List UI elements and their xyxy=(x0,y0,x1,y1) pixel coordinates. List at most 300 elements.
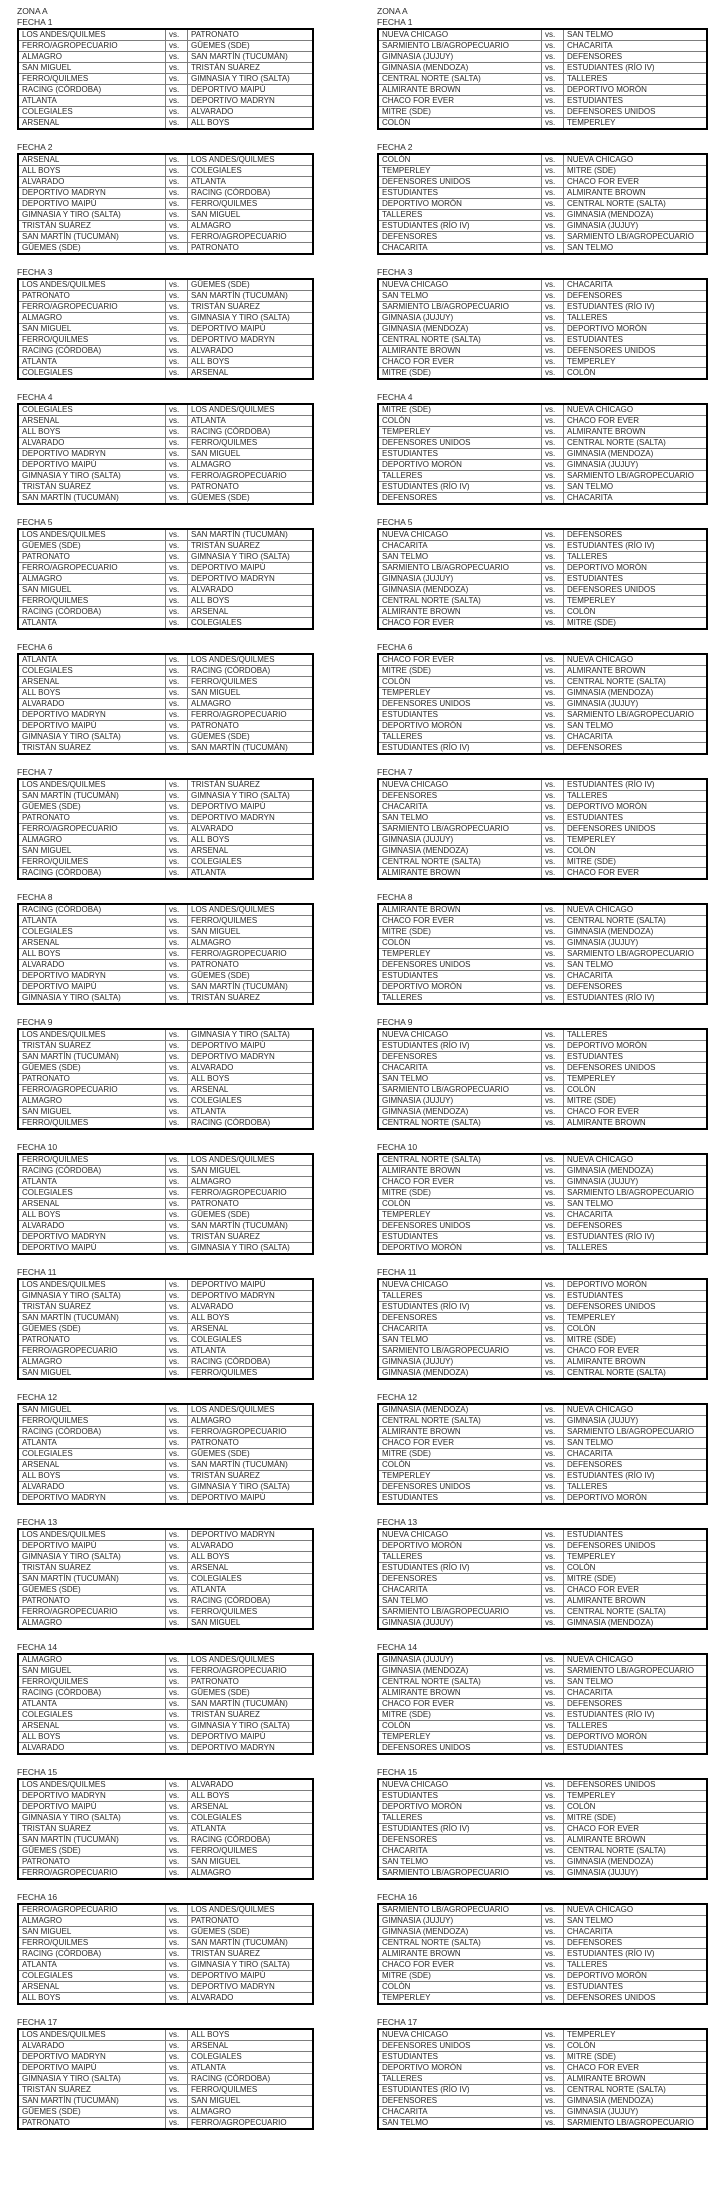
vs-cell: vs. xyxy=(166,802,188,813)
fecha-label: FECHA 16 xyxy=(17,1892,58,1902)
match-row xyxy=(18,313,313,324)
home-team-cell: CHACO FOR EVER xyxy=(378,357,542,368)
home-team-cell: SAN MARTÍN (TUCUMÁN) xyxy=(18,1835,166,1846)
fixture-table xyxy=(17,1653,314,1755)
fixture-table xyxy=(377,403,708,505)
match-row xyxy=(378,982,707,993)
home-team-cell: SAN MARTÍN (TUCUMÁN) xyxy=(18,493,166,505)
match-row xyxy=(18,1699,313,1710)
home-team-cell: TEMPERLEY xyxy=(378,949,542,960)
home-team-cell: MITRE (SDE) xyxy=(378,107,542,118)
match-row xyxy=(378,63,707,74)
vs-cell: vs. xyxy=(542,1154,564,1166)
match-row xyxy=(18,1063,313,1074)
vs-cell: vs. xyxy=(542,710,564,721)
vs-cell: vs. xyxy=(542,1221,564,1232)
home-team-cell: DEPORTIVO MADRYN xyxy=(18,2052,166,2063)
home-team-cell: CHACO FOR EVER xyxy=(378,1438,542,1449)
match-row xyxy=(378,52,707,63)
vs-cell: vs. xyxy=(166,346,188,357)
away-team-cell: FERRO/QUILMES xyxy=(188,916,314,927)
home-team-cell: ALMIRANTE BROWN xyxy=(378,1949,542,1960)
match-row xyxy=(378,493,707,505)
home-team-cell: PATRONATO xyxy=(18,1335,166,1346)
home-team-cell: COLÓN xyxy=(378,154,542,166)
home-team-cell: CENTRAL NORTE (SALTA) xyxy=(378,74,542,85)
vs-cell: vs. xyxy=(542,1199,564,1210)
home-team-cell: ALL BOYS xyxy=(18,1732,166,1743)
match-row xyxy=(18,1177,313,1188)
home-team-cell: MITRE (SDE) xyxy=(378,1710,542,1721)
home-team-cell: SAN MIGUEL xyxy=(18,63,166,74)
away-team-cell: DEPORTIVO MAIPÚ xyxy=(188,85,314,96)
away-team-cell: GIMNASIA Y TIRO (SALTA) xyxy=(188,313,314,324)
vs-cell: vs. xyxy=(166,1074,188,1085)
away-team-cell: ALL BOYS xyxy=(188,1313,314,1324)
away-team-cell: ESTUDIANTES (RÍO IV) xyxy=(564,779,708,791)
away-team-cell: COLÓN xyxy=(564,1563,708,1574)
away-team-cell: SAN TELMO xyxy=(564,1677,708,1688)
vs-cell: vs. xyxy=(542,427,564,438)
vs-cell: vs. xyxy=(542,1710,564,1721)
vs-cell: vs. xyxy=(542,346,564,357)
match-row xyxy=(18,416,313,427)
match-row xyxy=(18,177,313,188)
home-team-cell: SARMIENTO LB/AGROPECUARIO xyxy=(378,1607,542,1618)
home-team-cell: LOS ANDES/QUILMES xyxy=(18,279,166,291)
match-row xyxy=(18,2096,313,2107)
home-team-cell: GIMNASIA (MENDOZA) xyxy=(378,1927,542,1938)
home-team-cell: GÜEMES (SDE) xyxy=(18,541,166,552)
away-team-cell: PATRONATO xyxy=(188,1438,314,1449)
away-team-cell: CENTRAL NORTE (SALTA) xyxy=(564,199,708,210)
vs-cell: vs. xyxy=(166,2096,188,2107)
home-team-cell: ESTUDIANTES xyxy=(378,710,542,721)
away-team-cell: TRISTÁN SUÁREZ xyxy=(188,1710,314,1721)
home-team-cell: FERRO/QUILMES xyxy=(18,857,166,868)
away-team-cell: PATRONATO xyxy=(188,1916,314,1927)
vs-cell: vs. xyxy=(542,1835,564,1846)
home-team-cell: ALMAGRO xyxy=(18,52,166,63)
home-team-cell: ALMAGRO xyxy=(18,1654,166,1666)
away-team-cell: FERRO/AGROPECUARIO xyxy=(188,1427,314,1438)
match-row xyxy=(378,949,707,960)
fecha-label: FECHA 13 xyxy=(377,1517,418,1527)
vs-cell: vs. xyxy=(166,221,188,232)
home-team-cell: TALLERES xyxy=(378,993,542,1005)
match-row xyxy=(378,1916,707,1927)
vs-cell: vs. xyxy=(542,1688,564,1699)
vs-cell: vs. xyxy=(166,368,188,380)
away-team-cell: ALMIRANTE BROWN xyxy=(564,427,708,438)
match-row xyxy=(18,868,313,880)
match-row xyxy=(378,1585,707,1596)
match-row xyxy=(378,1118,707,1130)
home-team-cell: DEPORTIVO MADRYN xyxy=(18,188,166,199)
vs-cell: vs. xyxy=(166,1541,188,1552)
home-team-cell: ATLANTA xyxy=(18,618,166,630)
vs-cell: vs. xyxy=(166,1552,188,1563)
vs-cell: vs. xyxy=(166,585,188,596)
match-row xyxy=(18,1335,313,1346)
home-team-cell: GÜEMES (SDE) xyxy=(18,1324,166,1335)
away-team-cell: CHACO FOR EVER xyxy=(564,1346,708,1357)
home-team-cell: LOS ANDES/QUILMES xyxy=(18,779,166,791)
vs-cell: vs. xyxy=(542,982,564,993)
home-team-cell: FERRO/QUILMES xyxy=(18,335,166,346)
home-team-cell: DEPORTIVO MAIPÚ xyxy=(18,721,166,732)
match-row xyxy=(18,688,313,699)
fecha-label: FECHA 5 xyxy=(377,517,413,527)
away-team-cell: ATLANTA xyxy=(188,1346,314,1357)
away-team-cell: TRISTÁN SUÁREZ xyxy=(188,1471,314,1482)
home-team-cell: SAN MIGUEL xyxy=(18,846,166,857)
match-row xyxy=(18,2041,313,2052)
vs-cell: vs. xyxy=(166,427,188,438)
vs-cell: vs. xyxy=(166,1607,188,1618)
match-row xyxy=(378,596,707,607)
home-team-cell: ESTUDIANTES xyxy=(378,1232,542,1243)
fixture-table xyxy=(377,28,708,130)
home-team-cell: GIMNASIA (JUJUY) xyxy=(378,574,542,585)
match-row xyxy=(18,1449,313,1460)
vs-cell: vs. xyxy=(542,666,564,677)
fecha-label: FECHA 17 xyxy=(17,2017,58,2027)
away-team-cell: ALL BOYS xyxy=(188,596,314,607)
fecha-block xyxy=(377,892,720,1005)
home-team-cell: CHACARITA xyxy=(378,1324,542,1335)
vs-cell: vs. xyxy=(542,960,564,971)
home-team-cell: TRISTÁN SUÁREZ xyxy=(18,221,166,232)
match-row xyxy=(18,585,313,596)
home-team-cell: SAN MARTÍN (TUCUMÁN) xyxy=(18,1574,166,1585)
vs-cell: vs. xyxy=(166,1041,188,1052)
away-team-cell: TRISTÁN SUÁREZ xyxy=(188,1949,314,1960)
home-team-cell: CHACO FOR EVER xyxy=(378,654,542,666)
away-team-cell: TEMPERLEY xyxy=(564,118,708,130)
away-team-cell: ALMIRANTE BROWN xyxy=(564,666,708,677)
match-row xyxy=(378,904,707,916)
match-row xyxy=(378,1732,707,1743)
match-row xyxy=(18,1302,313,1313)
home-team-cell: DEPORTIVO MADRYN xyxy=(18,971,166,982)
match-row xyxy=(378,1471,707,1482)
home-team-cell: FERRO/QUILMES xyxy=(18,74,166,85)
fixture-table xyxy=(377,1903,708,2005)
home-team-cell: SAN TELMO xyxy=(378,1074,542,1085)
vs-cell: vs. xyxy=(166,1868,188,1880)
away-team-cell: GIMNASIA (JUJUY) xyxy=(564,1177,708,1188)
vs-cell: vs. xyxy=(542,438,564,449)
away-team-cell: CENTRAL NORTE (SALTA) xyxy=(564,1846,708,1857)
match-row xyxy=(18,1482,313,1493)
away-team-cell: RACING (CÓRDOBA) xyxy=(188,188,314,199)
vs-cell: vs. xyxy=(166,2118,188,2130)
home-team-cell: COLEGIALES xyxy=(18,1188,166,1199)
match-row xyxy=(18,1813,313,1824)
match-row xyxy=(18,357,313,368)
fecha-label: FECHA 14 xyxy=(17,1642,58,1652)
vs-cell: vs. xyxy=(166,302,188,313)
vs-cell: vs. xyxy=(166,1232,188,1243)
away-team-cell: GIMNASIA Y TIRO (SALTA) xyxy=(188,1029,314,1041)
vs-cell: vs. xyxy=(542,791,564,802)
match-row xyxy=(18,243,313,255)
vs-cell: vs. xyxy=(166,1960,188,1971)
away-team-cell: COLEGIALES xyxy=(188,857,314,868)
away-team-cell: GÜEMES (SDE) xyxy=(188,1927,314,1938)
match-row xyxy=(18,1824,313,1835)
match-row xyxy=(378,2096,707,2107)
vs-cell: vs. xyxy=(542,1166,564,1177)
vs-cell: vs. xyxy=(542,541,564,552)
away-team-cell: DEFENSORES xyxy=(564,982,708,993)
vs-cell: vs. xyxy=(542,916,564,927)
away-team-cell: FERRO/QUILMES xyxy=(188,677,314,688)
home-team-cell: DEFENSORES xyxy=(378,2096,542,2107)
vs-cell: vs. xyxy=(166,313,188,324)
home-team-cell: SAN TELMO xyxy=(378,813,542,824)
fecha-block xyxy=(17,392,360,505)
vs-cell: vs. xyxy=(542,868,564,880)
home-team-cell: ARSENAL xyxy=(18,677,166,688)
home-team-cell: FERRO/AGROPECUARIO xyxy=(18,1346,166,1357)
away-team-cell: DEFENSORES UNIDOS xyxy=(564,1541,708,1552)
home-team-cell: DEPORTIVO MADRYN xyxy=(18,1232,166,1243)
home-team-cell: SARMIENTO LB/AGROPECUARIO xyxy=(378,824,542,835)
match-row xyxy=(18,335,313,346)
away-team-cell: SAN TELMO xyxy=(564,1199,708,1210)
away-team-cell: FERRO/QUILMES xyxy=(188,199,314,210)
vs-cell: vs. xyxy=(542,232,564,243)
match-row xyxy=(18,154,313,166)
vs-cell: vs. xyxy=(166,416,188,427)
match-row xyxy=(378,357,707,368)
fixture-table xyxy=(17,778,314,880)
away-team-cell: DEPORTIVO MADRYN xyxy=(188,1291,314,1302)
fecha-block xyxy=(17,1392,360,1505)
away-team-cell: ATLANTA xyxy=(188,1107,314,1118)
away-team-cell: TEMPERLEY xyxy=(564,596,708,607)
home-team-cell: LOS ANDES/QUILMES xyxy=(18,529,166,541)
vs-cell: vs. xyxy=(166,857,188,868)
vs-cell: vs. xyxy=(542,74,564,85)
match-row xyxy=(378,1063,707,1074)
vs-cell: vs. xyxy=(542,927,564,938)
match-row xyxy=(18,666,313,677)
home-team-cell: NUEVA CHICAGO xyxy=(378,279,542,291)
fecha-block xyxy=(377,267,720,380)
away-team-cell: DEPORTIVO MAIPÚ xyxy=(188,1041,314,1052)
away-team-cell: NUEVA CHICAGO xyxy=(564,154,708,166)
match-row xyxy=(378,1188,707,1199)
vs-cell: vs. xyxy=(542,1938,564,1949)
home-team-cell: GIMNASIA (MENDOZA) xyxy=(378,63,542,74)
match-row xyxy=(378,302,707,313)
vs-cell: vs. xyxy=(542,607,564,618)
home-team-cell: CHACO FOR EVER xyxy=(378,1960,542,1971)
away-team-cell: MITRE (SDE) xyxy=(564,618,708,630)
vs-cell: vs. xyxy=(166,1813,188,1824)
vs-cell: vs. xyxy=(542,1732,564,1743)
home-team-cell: ESTUDIANTES (RÍO IV) xyxy=(378,221,542,232)
fixture-table xyxy=(17,1153,314,1255)
vs-cell: vs. xyxy=(542,1699,564,1710)
vs-cell: vs. xyxy=(542,1324,564,1335)
fecha-block xyxy=(17,267,360,380)
fecha-label: FECHA 10 xyxy=(377,1142,418,1152)
vs-cell: vs. xyxy=(166,2029,188,2041)
home-team-cell: GÜEMES (SDE) xyxy=(18,243,166,255)
fixture-table xyxy=(377,903,708,1005)
fixture-table xyxy=(377,2028,708,2130)
vs-cell: vs. xyxy=(542,1074,564,1085)
fixture-table xyxy=(377,153,708,255)
away-team-cell: CHACARITA xyxy=(564,41,708,52)
match-row xyxy=(18,96,313,107)
away-team-cell: COLEGIALES xyxy=(188,1335,314,1346)
vs-cell: vs. xyxy=(542,993,564,1005)
fixture-table xyxy=(17,278,314,380)
match-row xyxy=(378,74,707,85)
vs-cell: vs. xyxy=(542,1188,564,1199)
vs-cell: vs. xyxy=(542,949,564,960)
match-row xyxy=(378,743,707,755)
match-row xyxy=(378,188,707,199)
vs-cell: vs. xyxy=(166,982,188,993)
vs-cell: vs. xyxy=(542,1029,564,1041)
home-team-cell: SAN MIGUEL xyxy=(18,1666,166,1677)
away-team-cell: TEMPERLEY xyxy=(564,835,708,846)
away-team-cell: TALLERES xyxy=(564,1960,708,1971)
away-team-cell: LOS ANDES/QUILMES xyxy=(188,1404,314,1416)
match-row xyxy=(378,1279,707,1291)
home-team-cell: MITRE (SDE) xyxy=(378,404,542,416)
home-team-cell: ESTUDIANTES xyxy=(378,188,542,199)
fecha-block xyxy=(377,1767,720,1880)
home-team-cell: PATRONATO xyxy=(18,813,166,824)
away-team-cell: ALL BOYS xyxy=(188,357,314,368)
match-row xyxy=(378,1041,707,1052)
vs-cell: vs. xyxy=(166,1666,188,1677)
home-team-cell: MITRE (SDE) xyxy=(378,1188,542,1199)
match-row xyxy=(378,107,707,118)
match-row xyxy=(378,779,707,791)
away-team-cell: GIMNASIA (MENDOZA) xyxy=(564,449,708,460)
vs-cell: vs. xyxy=(166,607,188,618)
zone-title: ZONA A xyxy=(377,6,408,16)
fecha-label: FECHA 16 xyxy=(377,1892,418,1902)
home-team-cell: ALMAGRO xyxy=(18,1357,166,1368)
away-team-cell: SAN MIGUEL xyxy=(188,449,314,460)
match-row xyxy=(378,2085,707,2096)
home-team-cell: GIMNASIA (MENDOZA) xyxy=(378,846,542,857)
away-team-cell: LOS ANDES/QUILMES xyxy=(188,154,314,166)
away-team-cell: ATLANTA xyxy=(188,1585,314,1596)
vs-cell: vs. xyxy=(542,1063,564,1074)
away-team-cell: ALMAGRO xyxy=(188,1868,314,1880)
home-team-cell: GIMNASIA Y TIRO (SALTA) xyxy=(18,210,166,221)
away-team-cell: DEPORTIVO MADRYN xyxy=(188,1529,314,1541)
vs-cell: vs. xyxy=(542,41,564,52)
vs-cell: vs. xyxy=(166,813,188,824)
home-team-cell: CHACARITA xyxy=(378,802,542,813)
vs-cell: vs. xyxy=(166,1493,188,1505)
home-team-cell: DEPORTIVO MORÓN xyxy=(378,460,542,471)
home-team-cell: LOS ANDES/QUILMES xyxy=(18,1029,166,1041)
match-row xyxy=(18,1074,313,1085)
vs-cell: vs. xyxy=(542,1177,564,1188)
home-team-cell: RACING (CÓRDOBA) xyxy=(18,607,166,618)
fecha-block xyxy=(377,1517,720,1630)
match-row xyxy=(378,1199,707,1210)
vs-cell: vs. xyxy=(542,52,564,63)
home-team-cell: TRISTÁN SUÁREZ xyxy=(18,482,166,493)
home-team-cell: TRISTÁN SUÁREZ xyxy=(18,1302,166,1313)
home-team-cell: SAN MIGUEL xyxy=(18,1107,166,1118)
home-team-cell: ESTUDIANTES xyxy=(378,449,542,460)
match-row xyxy=(378,1482,707,1493)
vs-cell: vs. xyxy=(166,1585,188,1596)
away-team-cell: GIMNASIA (MENDOZA) xyxy=(564,927,708,938)
away-team-cell: SARMIENTO LB/AGROPECUARIO xyxy=(564,1188,708,1199)
match-row xyxy=(18,210,313,221)
fixture-table xyxy=(377,1028,708,1130)
home-team-cell: COLÓN xyxy=(378,1982,542,1993)
away-team-cell: SAN MARTÍN (TUCUMÁN) xyxy=(188,529,314,541)
fixture-table xyxy=(377,778,708,880)
match-row xyxy=(378,2107,707,2118)
vs-cell: vs. xyxy=(542,1927,564,1938)
match-row xyxy=(18,1732,313,1743)
away-team-cell: GIMNASIA Y TIRO (SALTA) xyxy=(188,1960,314,1971)
away-team-cell: CENTRAL NORTE (SALTA) xyxy=(564,1368,708,1380)
vs-cell: vs. xyxy=(166,1085,188,1096)
vs-cell: vs. xyxy=(166,279,188,291)
match-row xyxy=(378,1710,707,1721)
match-row xyxy=(18,1541,313,1552)
vs-cell: vs. xyxy=(542,1666,564,1677)
home-team-cell: FERRO/QUILMES xyxy=(18,1416,166,1427)
home-team-cell: DEPORTIVO MAIPÚ xyxy=(18,460,166,471)
match-row xyxy=(18,29,313,41)
match-row xyxy=(18,1596,313,1607)
away-team-cell: ALVARADO xyxy=(188,346,314,357)
away-team-cell: GIMNASIA Y TIRO (SALTA) xyxy=(188,1243,314,1255)
away-team-cell: FERRO/AGROPECUARIO xyxy=(188,1666,314,1677)
vs-cell: vs. xyxy=(166,1529,188,1541)
vs-cell: vs. xyxy=(166,335,188,346)
away-team-cell: SARMIENTO LB/AGROPECUARIO xyxy=(564,2118,708,2130)
home-team-cell: ALMAGRO xyxy=(18,1096,166,1107)
away-team-cell: RACING (CÓRDOBA) xyxy=(188,427,314,438)
away-team-cell: CENTRAL NORTE (SALTA) xyxy=(564,1607,708,1618)
away-team-cell: DEFENSORES UNIDOS xyxy=(564,346,708,357)
match-row xyxy=(378,1824,707,1835)
fecha-block xyxy=(17,1642,360,1755)
vs-cell: vs. xyxy=(542,243,564,255)
vs-cell: vs. xyxy=(542,1574,564,1585)
home-team-cell: SARMIENTO LB/AGROPECUARIO xyxy=(378,41,542,52)
away-team-cell: GIMNASIA (JUJUY) xyxy=(564,1416,708,1427)
home-team-cell: ARSENAL xyxy=(18,938,166,949)
vs-cell: vs. xyxy=(542,1618,564,1630)
home-team-cell: CENTRAL NORTE (SALTA) xyxy=(378,1118,542,1130)
away-team-cell: DEPORTIVO MORÓN xyxy=(564,1041,708,1052)
away-team-cell: TEMPERLEY xyxy=(564,1791,708,1802)
away-team-cell: ESTUDIANTES (RÍO IV) xyxy=(564,63,708,74)
vs-cell: vs. xyxy=(542,1779,564,1791)
